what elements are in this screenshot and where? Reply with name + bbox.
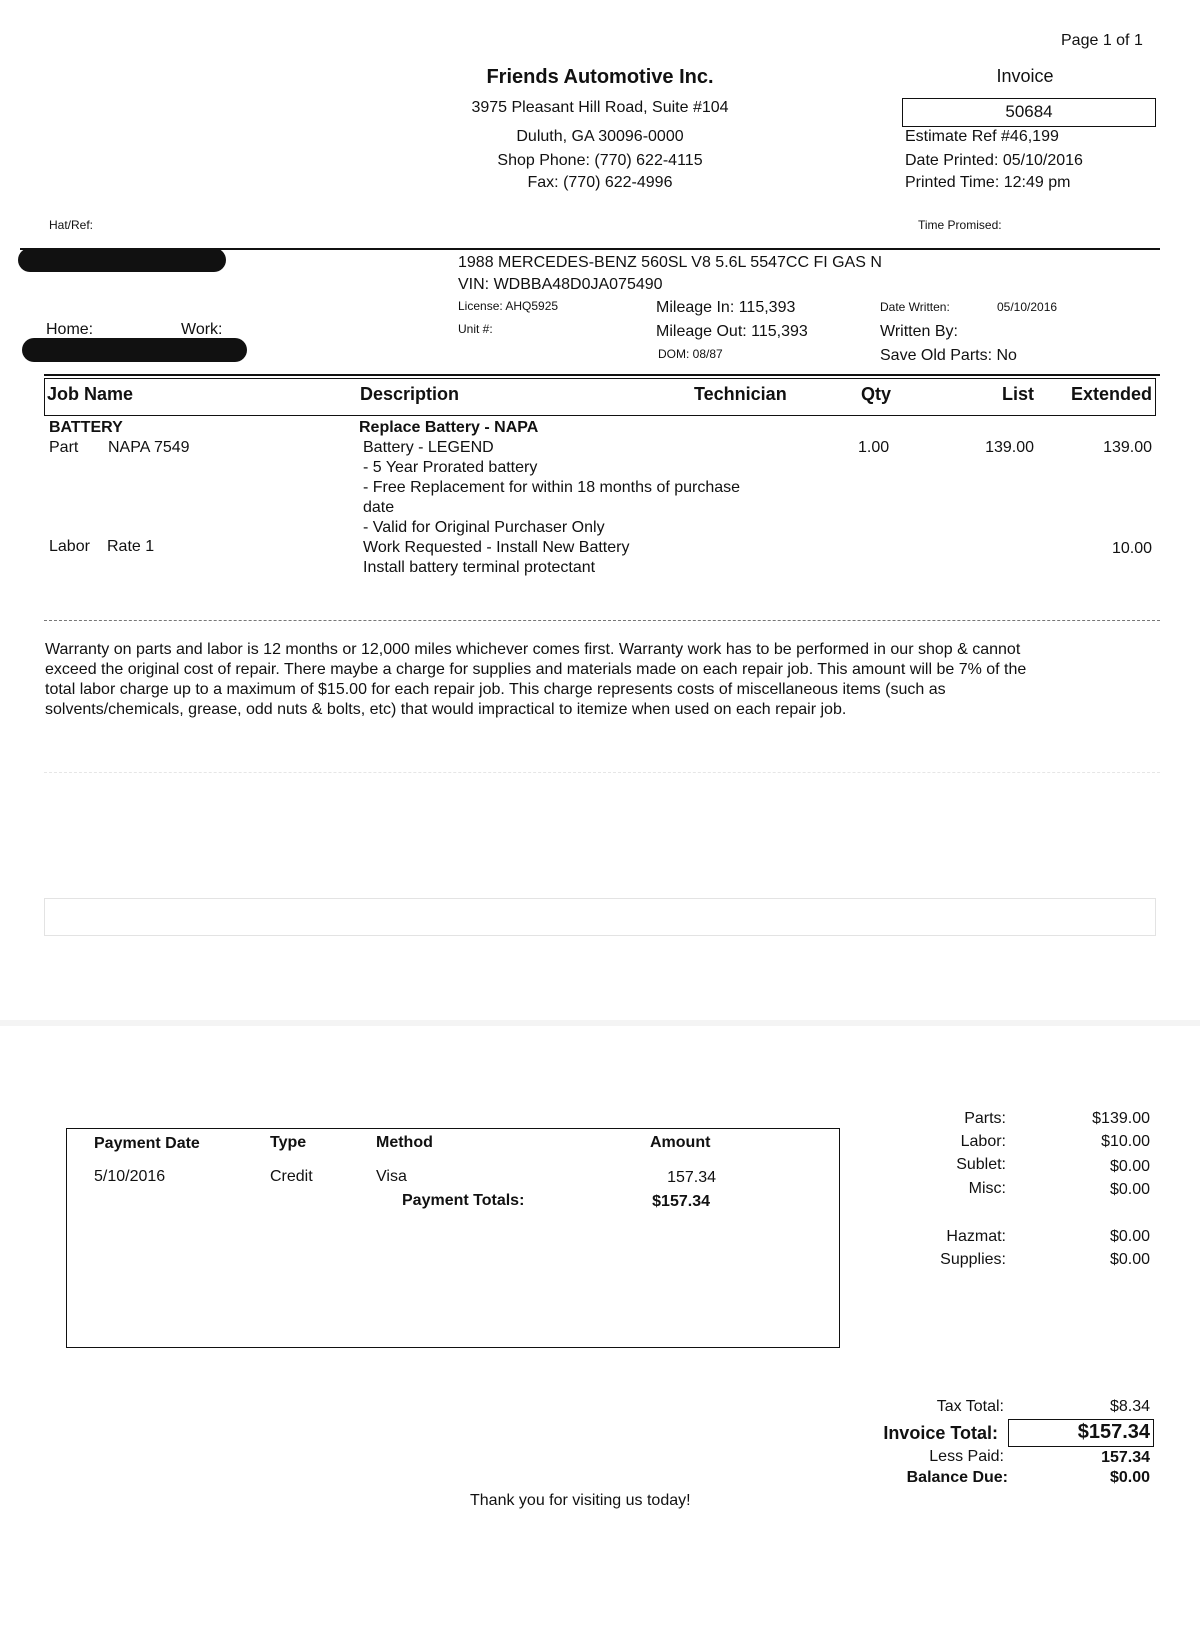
summary-supplies-value: $0.00 [1109, 1251, 1150, 1268]
tax-total-label: Tax Total: [936, 1398, 1004, 1415]
warranty-line: solvents/chemicals, grease, odd nuts & bolts, etc) that would impractical to itemize when used on each repair job. [45, 701, 847, 718]
part-desc-line: - 5 Year Prorated battery [363, 459, 538, 476]
ghost-fold [0, 1020, 1200, 1026]
vehicle-description: 1988 MERCEDES-BENZ 560SL V8 5.6L 5547CC FI GAS N [458, 254, 882, 271]
mileage-in: Mileage In: 115,393 [656, 299, 796, 316]
redacted-customer-name [18, 248, 226, 272]
summary-hazmat-value: $0.00 [1109, 1228, 1150, 1245]
vehicle-vin: VIN: WDBBA48D0JA075490 [458, 276, 663, 293]
document-type: Invoice [996, 66, 1054, 86]
invoice-number-box [902, 98, 1156, 127]
invoice-total-value: $157.34 [1077, 1421, 1150, 1443]
part-desc-line: Battery - LEGEND [363, 439, 494, 456]
part-desc-line: date [363, 499, 395, 516]
col-technician: Technician [694, 384, 787, 404]
ghost-table-box [44, 898, 1156, 936]
home-phone-label: Home: [46, 321, 94, 338]
payment-totals-label: Payment Totals: [402, 1192, 525, 1209]
summary-parts-label: Parts: [964, 1110, 1006, 1127]
payment-col-date: Payment Date [94, 1135, 200, 1152]
part-extended: 139.00 [1103, 439, 1152, 456]
summary-parts-value: $139.00 [1092, 1110, 1150, 1127]
less-paid-label: Less Paid: [929, 1448, 1004, 1465]
estimate-ref: Estimate Ref #46,199 [905, 128, 1059, 145]
payment-col-amount: Amount [650, 1134, 711, 1151]
page-number: Page 1 of 1 [1061, 32, 1143, 49]
labor-extended: 10.00 [1111, 540, 1152, 557]
tax-total-value: $8.34 [1109, 1398, 1150, 1415]
summary-hazmat-label: Hazmat: [946, 1228, 1006, 1245]
redacted-customer-phone [22, 338, 247, 362]
less-paid-value: 157.34 [1101, 1449, 1150, 1466]
warranty-line: total labor charge up to a maximum of $15.00 for each repair job. This charge represents costs of miscellaneous items (such as [45, 681, 946, 698]
vehicle-dom: DOM: 08/87 [658, 347, 723, 361]
labor-type: Labor [49, 538, 90, 555]
payment-amount: 157.34 [667, 1169, 716, 1186]
shop-phone: Shop Phone: (770) 622-4115 [497, 152, 703, 169]
part-code: NAPA 7549 [108, 439, 190, 456]
payment-box [66, 1128, 840, 1348]
summary-sublet-value: $0.00 [1109, 1158, 1150, 1175]
thank-you-message: Thank you for visiting us today! [470, 1492, 691, 1509]
shop-address-line1: 3975 Pleasant Hill Road, Suite #104 [471, 99, 729, 116]
shop-name: Friends Automotive Inc. [486, 66, 714, 88]
date-written-value: 05/10/2016 [997, 300, 1058, 314]
job-description: Replace Battery - NAPA [359, 419, 539, 436]
vehicle-license: License: AHQ5925 [458, 299, 559, 313]
col-qty: Qty [861, 384, 892, 404]
table-top-rule [44, 374, 1160, 376]
summary-sublet-label: Sublet: [956, 1156, 1006, 1173]
col-job-name: Job Name [47, 384, 134, 404]
summary-supplies-label: Supplies: [940, 1251, 1006, 1268]
summary-misc-label: Misc: [968, 1180, 1006, 1197]
save-old-parts: Save Old Parts: No [880, 347, 1017, 364]
work-phone-label: Work: [181, 321, 223, 338]
part-type: Part [49, 439, 79, 456]
labor-desc-line: Install battery terminal protectant [363, 559, 596, 576]
section-dashed-divider [44, 620, 1160, 621]
summary-misc-value: $0.00 [1109, 1181, 1150, 1198]
payment-method: Visa [376, 1168, 407, 1185]
col-description: Description [360, 384, 460, 404]
payment-totals-value: $157.34 [652, 1193, 710, 1210]
mileage-out: Mileage Out: 115,393 [656, 323, 808, 340]
date-printed: Date Printed: 05/10/2016 [905, 152, 1083, 169]
shop-address-line2: Duluth, GA 30096-0000 [516, 128, 684, 145]
time-promised-label: Time Promised: [918, 218, 1002, 232]
shop-fax: Fax: (770) 622-4996 [527, 174, 673, 191]
invoice-total-label: Invoice Total: [883, 1423, 998, 1443]
invoice-number: 50684 [1005, 102, 1053, 121]
payment-col-type: Type [270, 1134, 307, 1151]
part-qty: 1.00 [858, 439, 890, 456]
col-extended: Extended [1070, 384, 1152, 404]
part-list-price: 139.00 [985, 439, 1034, 456]
hat-ref-label: Hat/Ref: [49, 218, 94, 232]
labor-desc-line: Work Requested - Install New Battery [363, 539, 630, 556]
payment-date: 5/10/2016 [94, 1168, 166, 1185]
summary-labor-value: $10.00 [1101, 1133, 1150, 1150]
warranty-line: exceed the original cost of repair. There maybe a charge for supplies and materials made on each repair job. This amount will be 7% of the [45, 661, 1027, 678]
summary-labor-label: Labor: [960, 1133, 1006, 1150]
printed-time: Printed Time: 12:49 pm [905, 174, 1071, 191]
job-title: BATTERY [49, 419, 123, 436]
labor-rate: Rate 1 [107, 538, 155, 555]
date-written-label: Date Written: [880, 300, 950, 314]
written-by: Written By: [880, 323, 958, 340]
balance-due-value: $0.00 [1109, 1469, 1150, 1486]
balance-due-label: Balance Due: [906, 1469, 1008, 1486]
col-list: List [1001, 384, 1034, 404]
vehicle-unit: Unit #: [458, 322, 493, 336]
payment-type: Credit [270, 1168, 313, 1185]
part-desc-line: - Free Replacement for within 18 months of purchase [363, 479, 741, 496]
ghost-rule [44, 772, 1160, 773]
warranty-line: Warranty on parts and labor is 12 months or 12,000 miles whichever comes first. Warranty work has to be performed in our shop & cannot [45, 641, 1021, 658]
part-desc-line: - Valid for Original Purchaser Only [363, 519, 605, 536]
payment-col-method: Method [376, 1134, 433, 1151]
